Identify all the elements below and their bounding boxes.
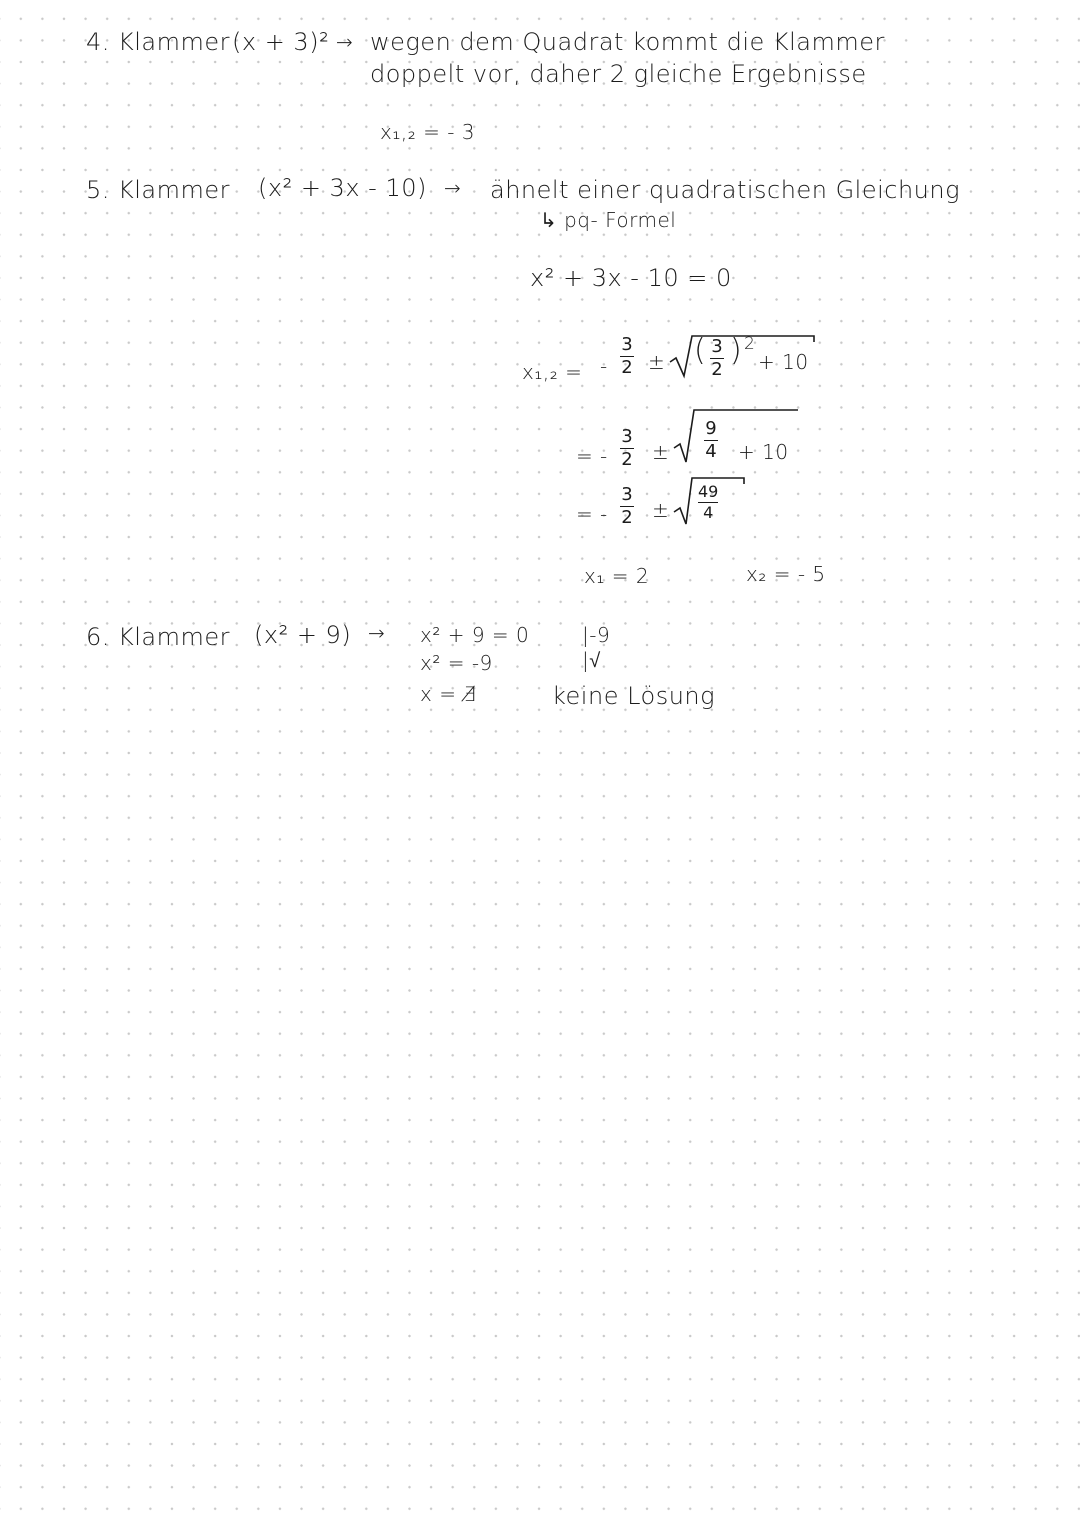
section6-op1: |-9 — [582, 623, 611, 647]
step2-pm: ± — [652, 440, 670, 464]
step1-exp: 2 — [744, 334, 756, 354]
step2-neg: - — [600, 444, 608, 468]
step1-paren-open: ( — [694, 333, 707, 368]
step1-tail: + 10 — [758, 350, 809, 374]
step3-num: 3 — [621, 484, 633, 505]
step1-inner-den: 2 — [711, 359, 723, 380]
section5-heading: 5. Klammer — [86, 176, 231, 204]
step2-num: 3 — [621, 426, 633, 447]
step1-inner-fraction — [710, 338, 724, 379]
step1-fraction — [620, 336, 634, 377]
step2-root-fraction — [704, 420, 718, 461]
step2-tail: + 10 — [738, 440, 789, 464]
step3-den: 2 — [621, 507, 633, 528]
step2-root-num: 9 — [705, 418, 717, 439]
step3-root-den: 4 — [703, 503, 714, 522]
section4-note-line2: doppelt vor, daher 2 gleiche Ergebnisse — [370, 60, 867, 88]
section6-line2: x² = -9 — [420, 651, 493, 675]
arrow-icon: → — [336, 30, 354, 54]
step1-inner-num: 3 — [711, 336, 723, 357]
section4-note-line1: wegen dem Quadrat kommt die Klammer — [370, 28, 885, 56]
step1-neg: - — [600, 354, 608, 378]
section6-term: (x² + 9) — [254, 621, 352, 649]
section4-heading: 4. Klammer — [86, 28, 231, 56]
section4-result: x₁,₂ = - 3 — [380, 120, 475, 144]
step3-root-fraction — [698, 484, 718, 521]
section4-term: (x + 3)² — [232, 28, 330, 56]
step1-lhs: x₁,₂ = — [522, 360, 583, 384]
section6-heading: 6. Klammer — [86, 623, 231, 651]
section5-note-line1: ähnelt einer quadratischen Gleichung — [490, 176, 960, 204]
step3-eq: = — [576, 502, 594, 526]
section6-line1: x² + 9 = 0 — [420, 623, 530, 647]
step3-neg: - — [600, 502, 608, 526]
step2-fraction — [620, 428, 634, 469]
arrow-icon: → — [368, 621, 386, 645]
step1-num: 3 — [621, 334, 633, 355]
step2-eq: = — [576, 444, 594, 468]
step3-fraction — [620, 486, 634, 527]
step3-pm: ± — [652, 498, 670, 522]
step1-den: 2 — [621, 357, 633, 378]
arrow-icon: → — [444, 176, 462, 200]
section6-note: keine Lösung — [552, 682, 716, 710]
step1-paren-close: ) — [730, 333, 743, 368]
step2-den: 2 — [621, 449, 633, 470]
section5-x1: x₁ = 2 — [584, 564, 650, 588]
section5-term: (x² + 3x - 10) — [258, 174, 427, 202]
section6-op2: |√ — [582, 648, 601, 672]
step3-root-num: 49 — [698, 482, 719, 501]
section5-equation: x² + 3x - 10 = 0 — [530, 264, 732, 292]
section5-note-line2: ↳ pq- Formel — [540, 208, 677, 232]
step1-pm: ± — [648, 350, 666, 374]
step2-root-den: 4 — [705, 441, 717, 462]
section6-line3: x = ∄ — [420, 682, 477, 706]
section5-x2: x₂ = - 5 — [746, 562, 826, 586]
